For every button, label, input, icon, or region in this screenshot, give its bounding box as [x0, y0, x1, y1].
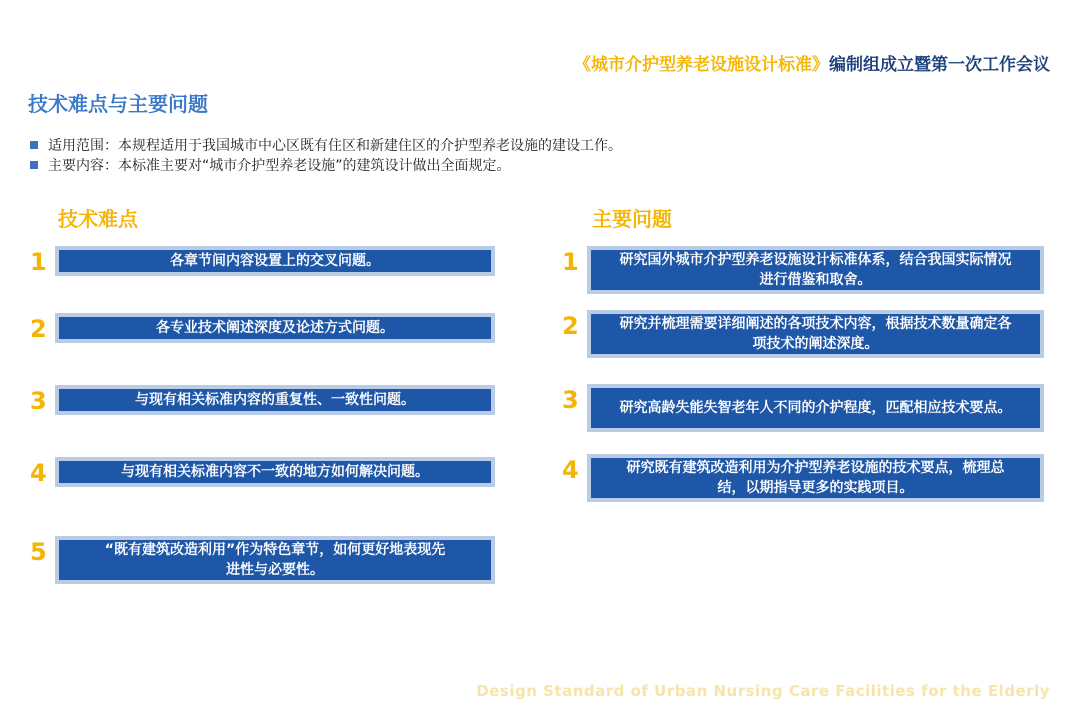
page-title: 技术难点与主要问题 — [28, 92, 208, 116]
issue-box: 研究国外城市介护型养老设施设计标准体系，结合我国实际情况进行借鉴和取舍。 — [587, 246, 1044, 294]
difficulty-box: 各章节间内容设置上的交叉问题。 — [55, 246, 495, 276]
issue-box: 研究并梳理需要详细阐述的各项技术内容，根据技术数量确定各项技术的阐述深度。 — [587, 310, 1044, 358]
difficulty-box: 与现有相关标准内容的重复性、一致性问题。 — [55, 385, 495, 415]
bullet-list — [30, 135, 622, 175]
item-number: 2 — [562, 312, 579, 340]
header-title — [574, 50, 1050, 75]
item-number: 4 — [562, 456, 579, 484]
item-number: 1 — [30, 248, 47, 276]
header-title-rest: 编制组成立暨第一次工作会议 — [829, 55, 1050, 75]
item-number: 3 — [30, 387, 47, 415]
difficulty-box: “既有建筑改造利用”作为特色章节，如何更好地表现先进性与必要性。 — [55, 536, 495, 584]
difficulty-box: 与现有相关标准内容不一致的地方如何解决问题。 — [55, 457, 495, 487]
square-bullet-icon — [30, 161, 38, 169]
header-title-highlight: 《城市介护型养老设施设计标准》 — [574, 55, 829, 75]
item-number: 1 — [562, 248, 579, 276]
bullet-item — [30, 135, 622, 155]
square-bullet-icon — [30, 141, 38, 149]
issue-box: 研究高龄失能失智老年人不同的介护程度，匹配相应技术要点。 — [587, 384, 1044, 432]
issue-box: 研究既有建筑改造利用为介护型养老设施的技术要点，梳理总结，以期指导更多的实践项目。 — [587, 454, 1044, 502]
item-number: 5 — [30, 538, 47, 566]
section-title-difficulties: 技术难点 — [58, 207, 138, 231]
bullet-text: 适用范围：本规程适用于我国城市中心区既有住区和新建住区的介护型养老设施的建设工作。 — [48, 138, 622, 154]
item-number: 3 — [562, 386, 579, 414]
item-number: 4 — [30, 459, 47, 487]
item-number: 2 — [30, 315, 47, 343]
footer-english-title: Design Standard of Urban Nursing Care Facilities for the Elderly — [476, 682, 1050, 700]
difficulty-box: 各专业技术阐述深度及论述方式问题。 — [55, 313, 495, 343]
bullet-item — [30, 155, 622, 175]
bullet-text: 主要内容：本标准主要对“城市介护型养老设施”的建筑设计做出全面规定。 — [48, 158, 511, 174]
section-title-main-issues: 主要问题 — [592, 207, 672, 231]
